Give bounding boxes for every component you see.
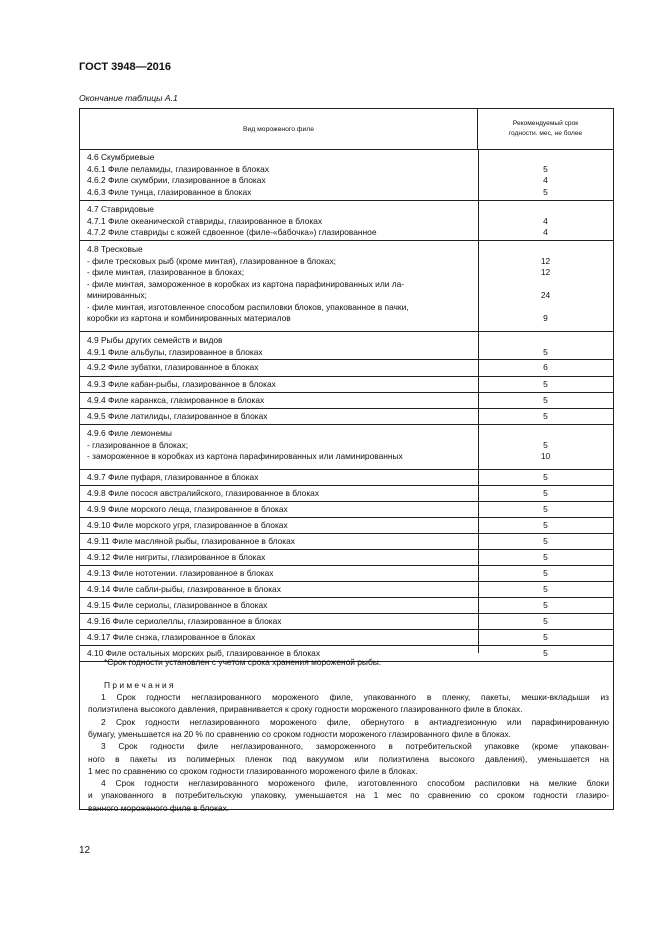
row-description: 4.8 Тресковые xyxy=(87,244,143,254)
notes-title: П р и м е ч а н и я xyxy=(104,680,174,690)
row-description: 4.9.17 Филе снэка, глазированное в блоках xyxy=(87,632,256,642)
row-shelf-life-value: 5 xyxy=(543,600,548,610)
table-row xyxy=(80,425,613,470)
row-shelf-life-value: 9 xyxy=(543,313,548,323)
table-row xyxy=(80,149,613,201)
row-description: 4.9.5 Филе латилиды, глазированное в блоках xyxy=(87,411,268,421)
row-shelf-life-value: 12 xyxy=(540,267,551,277)
row-description: - глазированное в блоках; xyxy=(87,439,189,450)
row-shelf-life-value: 5 xyxy=(543,346,548,357)
table-row xyxy=(80,582,613,598)
column-header-fillet-type: Вид мороженого филе xyxy=(80,109,478,149)
row-shelf-life-value: 5 xyxy=(543,520,548,530)
row-shelf-life-value: 5 xyxy=(543,186,548,197)
table-header xyxy=(80,109,613,150)
note-line: бумагу, уменьшается на 20 % по сравнению со сроком годности мороженого глазированного филе в блоках. xyxy=(88,728,511,739)
row-shelf-life-value: 5 xyxy=(543,616,548,626)
table-row xyxy=(80,550,613,566)
table-row xyxy=(80,470,613,486)
row-description: 4.9.1 Филе альбулы, глазированное в блоках xyxy=(87,346,263,357)
row-description: 4.9.12 Филе нигриты, глазированное в блоках xyxy=(87,552,266,562)
row-description: 4.6 Скумбриевые xyxy=(87,152,155,162)
column-header-shelf-life-line1: Рекомендуемый срок xyxy=(512,120,579,127)
row-shelf-life-value: 4 xyxy=(543,175,548,185)
row-shelf-life-value: 5 xyxy=(543,536,548,546)
table-row xyxy=(80,393,613,409)
row-description: 4.9.2 Филе зубатки, глазированное в блоках xyxy=(87,362,259,372)
table-row xyxy=(80,201,613,241)
row-shelf-life-value: 12 xyxy=(540,255,551,266)
row-description: - филе минтая, замороженное в коробках из картона парафинированных или ла- xyxy=(87,278,405,289)
shelf-life-table xyxy=(79,108,614,813)
row-description: 4.9.6 Филе лемонемы xyxy=(87,428,172,438)
row-description: - филе минтая, изготовленное способом распиловки блоков, упакованное в пачки, xyxy=(87,301,409,312)
document-title: ГОСТ 3948—2016 xyxy=(79,61,172,73)
row-shelf-life-value: 5 xyxy=(543,439,548,450)
table-row xyxy=(80,377,613,393)
note-line: и упакованного в потребительскую упаковку, уменьшается на 1 мес по сравнению со сроком годности глазиро- xyxy=(88,790,609,801)
note-line: ванного мороженого филе в блоках. xyxy=(88,802,230,813)
table-row xyxy=(80,241,613,332)
row-shelf-life-value: 5 xyxy=(543,488,548,498)
row-shelf-life-value: 5 xyxy=(543,552,548,562)
table-row xyxy=(80,502,613,518)
row-description: 4.9.7 Филе пуфаря, глазированное в блоках xyxy=(87,472,259,482)
row-description: минированных; xyxy=(87,290,147,300)
note-line: 1 Срок годности неглазированного мороженого филе, упакованного в пленку, пакеты, мешки-вкладыши из xyxy=(101,692,609,702)
note-line: 3 Срок годности филе неглазированного, замороженного в потребительской упаковке (кроме упакован- xyxy=(101,741,609,752)
row-description: 4.9.10 Филе морского угря, глазированное в блоках xyxy=(87,520,288,530)
table-row xyxy=(80,598,613,614)
table-row xyxy=(80,486,613,502)
row-description: 4.9.15 Филе сериолы, глазированное в блоках xyxy=(87,600,268,610)
row-description: 4.9.13 Филе нототении. глазированное в блоках xyxy=(87,568,274,578)
row-description: 4.9 Рыбы других семейств и видов xyxy=(87,335,223,345)
row-description: - филе минтая, глазированное в блоках; xyxy=(87,267,245,277)
row-description: 4.10 Филе остальных морских рыб, глазированное в блоках xyxy=(87,648,321,658)
note-line: 4 Срок годности неглазированного мороженого филе, изготовленного способом распиловки на мелкие блоки xyxy=(101,778,609,789)
note-line: 1 мес по сравнению со сроком годности глазированного мороженого филе в блоках. xyxy=(88,765,418,776)
table-row xyxy=(80,518,613,534)
row-shelf-life-value: 10 xyxy=(540,451,551,461)
table-row xyxy=(80,332,613,360)
row-description: 4.6.3 Филе тунца, глазированное в блоках xyxy=(87,186,252,197)
row-description: - филе тресковых рыб (кроме минтая), глазированное в блоках; xyxy=(87,255,336,266)
page-number: 12 xyxy=(79,845,91,856)
row-description: 4.6.1 Филе пеламиды, глазированное в блоках xyxy=(87,163,269,174)
row-description: 4.9.14 Филе сабли-рыбы, глазированное в блоках xyxy=(87,584,281,594)
table-row xyxy=(80,630,613,646)
note-line: ного в пакеты из полимерных пленок под вакуумом или полиэтилена высокого давления), уменьшается на xyxy=(88,753,609,764)
row-description: 4.9.8 Филе посося австралийского, глазированное в блоках xyxy=(87,488,320,498)
row-shelf-life-value: 4 xyxy=(543,215,548,226)
row-description: 4.9.3 Филе кабан-рыбы, глазированное в блоках xyxy=(87,379,276,389)
row-shelf-life-value: 5 xyxy=(543,568,548,578)
row-shelf-life-value: 5 xyxy=(543,163,548,174)
row-description: 4.9.11 Филе масляной рыбы, глазированное в блоках xyxy=(87,536,295,546)
table-row xyxy=(80,409,613,425)
column-header-shelf-life-line2: годности. мес, не более xyxy=(508,130,583,137)
row-shelf-life-value: 5 xyxy=(543,632,548,642)
row-shelf-life-value: 5 xyxy=(543,379,548,389)
row-description: 4.6.2 Филе скумбрии, глазированное в блоках xyxy=(87,175,266,185)
table-row xyxy=(80,566,613,582)
row-shelf-life-value: 4 xyxy=(543,227,548,237)
table-row xyxy=(80,614,613,630)
row-shelf-life-value: 6 xyxy=(543,362,548,372)
row-description: 4.9.4 Филе каранкса, глазированное в блоках xyxy=(87,395,265,405)
row-shelf-life-value: 5 xyxy=(543,584,548,594)
note-line: 2 Срок годности неглазированного мороженого филе, обернутого в антиадгезионную или парафинированную xyxy=(101,716,609,727)
column-header-shelf-life xyxy=(478,109,613,149)
row-description: 4.7.2 Филе ставриды с кожей сдвоенное (филе-«бабочка») глазированное xyxy=(87,227,377,237)
table-row xyxy=(80,534,613,550)
row-description: - замороженное в коробках из картона парафинированных или ламинированных xyxy=(87,451,403,461)
table-footnote: *Срок годности установлен с учетом срока хранения мороженой рыбы. xyxy=(104,657,382,667)
row-shelf-life-value: 24 xyxy=(540,290,551,300)
row-shelf-life-value: 5 xyxy=(543,504,548,514)
row-shelf-life-value: 5 xyxy=(543,395,548,405)
table-caption: Окончание таблицы А.1 xyxy=(79,93,178,103)
row-shelf-life-value: 5 xyxy=(543,472,548,482)
row-description: коробки из картона и комбинированных материалов xyxy=(87,313,291,323)
row-description: 4.7 Ставридовые xyxy=(87,204,154,214)
row-description: 4.7.1 Филе океанической ставриды, глазированное в блоках xyxy=(87,215,323,226)
row-description: 4.9.9 Филе морского леща, глазированное в блоках xyxy=(87,504,288,514)
row-shelf-life-value: 5 xyxy=(543,411,548,421)
note-line: полиэтилена высокого давления, приравнивается к сроку годности мороженого глазированного филе в блоках. xyxy=(88,704,523,715)
table-row xyxy=(80,360,613,377)
row-shelf-life-value: 5 xyxy=(543,648,548,658)
row-description: 4.9.16 Филе сериолеллы, глазированное в блоках xyxy=(87,616,282,626)
